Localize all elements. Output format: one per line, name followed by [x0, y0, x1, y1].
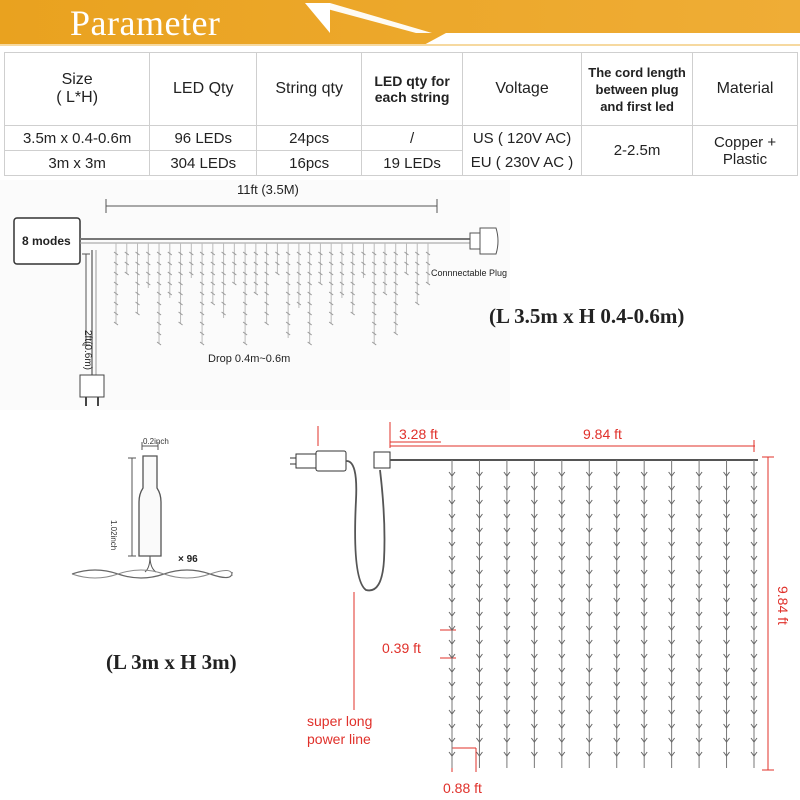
bulb-count-label: × 96	[178, 554, 198, 565]
cell-size: 3m x 3m	[5, 151, 150, 176]
led-bulb-icon	[139, 456, 161, 556]
string-spacing-label: 0.88 ft	[443, 780, 482, 796]
cell-string-qty: 16pcs	[257, 151, 362, 176]
connectable-plug-label: Connnectable Plug	[431, 268, 508, 278]
cell-size: 3.5m x 0.4-0.6m	[5, 126, 150, 151]
header-led-per-string: LED qty for each string	[362, 53, 463, 126]
cell-led-per-string: 19 LEDs	[362, 151, 463, 176]
header-led-qty: LED Qty	[150, 53, 257, 126]
bulb-width-label: 0.2inch	[143, 437, 169, 446]
controller-modes-label: 8 modes	[22, 234, 71, 248]
power-line-label: super long power line	[307, 713, 373, 747]
header-voltage: Voltage	[463, 53, 582, 126]
header-material: Material	[693, 53, 798, 126]
cell-led-per-string: /	[362, 126, 463, 151]
cell-cord-length: 2-2.5m	[582, 126, 693, 176]
curtain-cable-label: 3.28 ft	[399, 426, 438, 442]
page-title: Parameter	[70, 3, 221, 43]
curtain-caption: (L 3m x H 3m)	[106, 650, 237, 674]
bulb-height-label: 1.02inch	[109, 520, 118, 551]
controller-icon	[374, 452, 390, 468]
cell-material: Copper + Plastic	[693, 126, 798, 176]
curtain-height-label: 9.84 ft	[775, 586, 791, 625]
cell-string-qty: 24pcs	[257, 126, 362, 151]
curtain-strands	[449, 460, 757, 768]
icicle-caption: (L 3.5m x H 0.4-0.6m)	[489, 304, 685, 328]
cell-voltage: US ( 120V AC)	[463, 126, 582, 151]
cable-length-label: 2ft(0.6m)	[82, 330, 93, 371]
header-string-qty: String qty	[257, 53, 362, 126]
bulb-detail	[72, 442, 232, 578]
cell-led-qty: 304 LEDs	[150, 151, 257, 176]
adapter-icon	[296, 454, 316, 468]
curtain-width-label: 9.84 ft	[583, 426, 622, 442]
header-size: Size ( L*H)	[5, 53, 150, 126]
icicle-width-label: 11ft (3.5M)	[237, 182, 299, 197]
cell-voltage: EU ( 230V AC )	[463, 151, 582, 176]
header-cord-length: The cord length between plug and first led	[582, 53, 693, 126]
drop-length-label: Drop 0.4m~0.6m	[208, 353, 291, 365]
led-spacing-label: 0.39 ft	[382, 640, 421, 656]
cell-led-qty: 96 LEDs	[150, 126, 257, 151]
